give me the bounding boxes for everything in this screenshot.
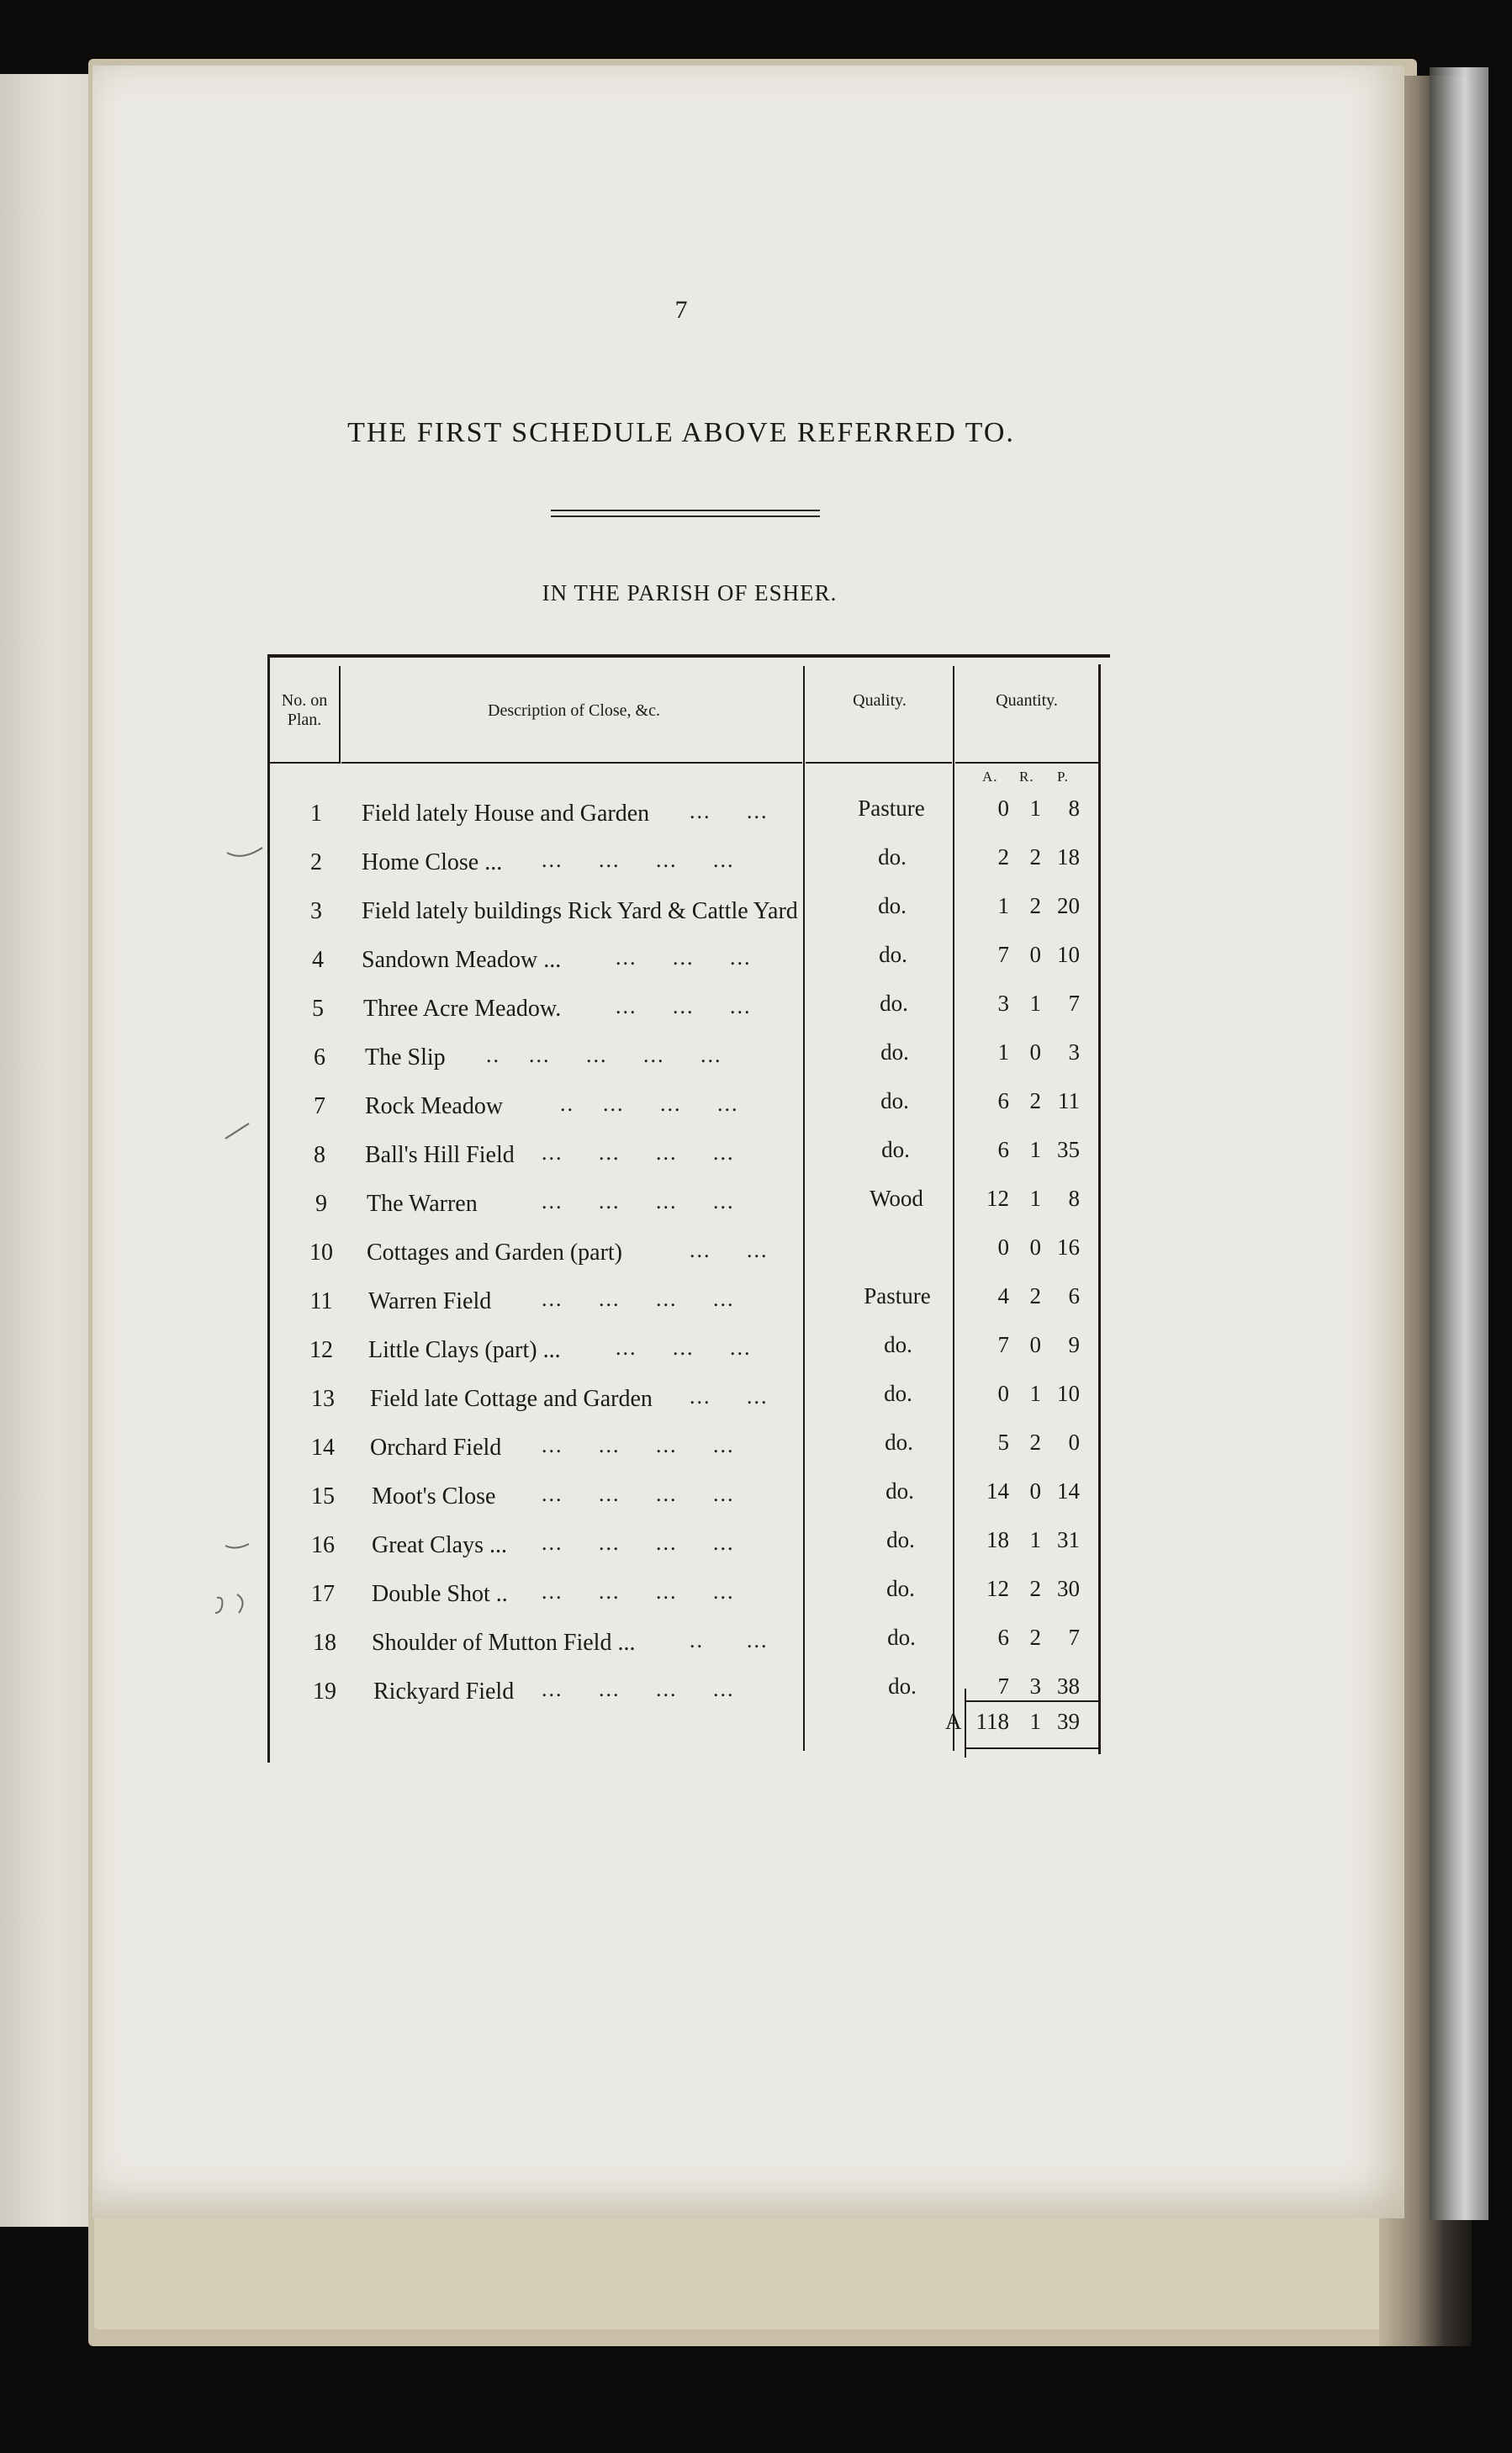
plan-number: 10 <box>309 1240 333 1266</box>
leader-dots: ... ... ... ... <box>542 848 735 872</box>
leader-dots: ... ... <box>690 1384 769 1409</box>
leader-dots: ... ... <box>690 799 769 823</box>
quality-value: do. <box>880 991 908 1016</box>
quantity-sum-rule <box>965 1700 1099 1702</box>
close-description: Home Close ... <box>362 849 503 875</box>
roods-value: 2 <box>1029 1576 1041 1601</box>
roods-value: 3 <box>1029 1673 1041 1699</box>
plan-number: 2 <box>310 849 322 875</box>
header-quantity: Quantity. <box>996 691 1058 710</box>
close-description: Sandown Meadow ... <box>362 947 562 973</box>
page-number: 7 <box>674 296 688 324</box>
leader-dots: .. ... <box>690 1628 769 1652</box>
acres-value: 5 <box>997 1430 1009 1455</box>
title-rule <box>551 515 820 517</box>
roods-value: 1 <box>1029 1186 1041 1211</box>
plan-number: 9 <box>315 1191 327 1217</box>
quality-value: do. <box>887 1625 916 1650</box>
close-description: Cottages and Garden (part) <box>367 1240 622 1266</box>
quality-value: do. <box>884 1332 912 1357</box>
plan-number: 14 <box>311 1435 335 1461</box>
plan-number: 13 <box>311 1386 335 1412</box>
acres-value: 18 <box>986 1527 1009 1552</box>
roods-value: 0 <box>1029 1478 1041 1504</box>
perches-value: 16 <box>1057 1234 1080 1260</box>
acres-value: 1 <box>997 893 1009 918</box>
quality-value: do. <box>886 1478 914 1504</box>
perches-value: 9 <box>1068 1332 1080 1357</box>
perches-value: 20 <box>1057 893 1080 918</box>
plan-number: 3 <box>310 898 322 924</box>
leader-dots: ... ... ... ... <box>542 1677 735 1701</box>
column-rule-description <box>803 666 805 1751</box>
roods-value: 0 <box>1029 942 1041 967</box>
roods-value: 2 <box>1029 893 1041 918</box>
header-quality: Quality. <box>853 691 907 710</box>
quality-value: do. <box>878 844 907 870</box>
plan-number: 7 <box>314 1093 325 1119</box>
close-description: The Slip <box>365 1044 446 1071</box>
plan-number: 15 <box>311 1483 335 1509</box>
perches-value: 6 <box>1068 1283 1080 1308</box>
acres-value: 6 <box>997 1625 1009 1650</box>
roods-value: 1 <box>1029 991 1041 1016</box>
close-description: Rickyard Field <box>373 1679 515 1705</box>
close-description: Orchard Field <box>370 1435 502 1461</box>
title-rule <box>551 510 820 511</box>
table-left-rule <box>267 658 270 1763</box>
leader-dots: ... ... ... ... <box>542 1433 735 1457</box>
close-description: Moot's Close <box>372 1483 496 1509</box>
header-description: Description of Close, &c. <box>488 701 660 720</box>
leader-dots: ... ... ... ... <box>542 1189 735 1213</box>
total-label: A <box>945 1709 962 1734</box>
close-description: Little Clays (part) ... <box>368 1337 561 1363</box>
perches-value: 8 <box>1068 1186 1080 1211</box>
perches-value: 38 <box>1057 1673 1080 1699</box>
leader-dots: ... ... ... ... <box>542 1140 735 1165</box>
roods-value: 2 <box>1029 1283 1041 1308</box>
perches-value: 10 <box>1057 1381 1080 1406</box>
unit-roods: R. <box>1019 769 1034 785</box>
perches-value: 35 <box>1057 1137 1080 1162</box>
close-description: Three Acre Meadow. <box>363 996 562 1022</box>
perches-value: 18 <box>1057 844 1080 870</box>
roods-value: 1 <box>1029 1381 1041 1406</box>
acres-value: 1 <box>997 1039 1009 1065</box>
table-right-rule <box>1098 664 1101 1754</box>
roods-value: 2 <box>1029 844 1041 870</box>
perches-value: 3 <box>1068 1039 1080 1065</box>
loose-sheets <box>1430 67 1488 2220</box>
acres-value: 12 <box>986 1576 1009 1601</box>
acres-value: 7 <box>997 1332 1009 1357</box>
total-acres: 118 <box>975 1709 1009 1734</box>
pencil-tick <box>225 841 267 866</box>
plan-number: 5 <box>312 996 324 1022</box>
quality-value: do. <box>885 1430 913 1455</box>
close-description: Shoulder of Mutton Field ... <box>372 1630 636 1656</box>
close-description: Great Clays ... <box>372 1532 507 1558</box>
roods-value: 2 <box>1029 1430 1041 1455</box>
leader-dots: ... ... ... ... <box>542 1579 735 1604</box>
plan-number: 11 <box>309 1288 333 1314</box>
leader-dots: ... ... ... ... <box>542 1482 735 1506</box>
leader-dots: ... ... ... <box>616 945 752 970</box>
acres-value: 3 <box>997 991 1009 1016</box>
close-description: The Warren <box>367 1191 478 1217</box>
quality-value: do. <box>880 1088 909 1113</box>
roods-value: 0 <box>1029 1234 1041 1260</box>
perches-value: 31 <box>1057 1527 1080 1552</box>
header-underline-quantity <box>955 762 1098 764</box>
close-description: Field lately House and Garden <box>362 801 650 827</box>
plan-number: 8 <box>314 1142 325 1168</box>
unit-acres: A. <box>982 769 998 785</box>
perches-value: 0 <box>1068 1430 1080 1455</box>
plan-number: 16 <box>311 1532 335 1558</box>
close-description: Field late Cottage and Garden <box>370 1386 653 1412</box>
acres-value: 2 <box>997 844 1009 870</box>
total-perches: 39 <box>1057 1709 1080 1734</box>
roods-value: 0 <box>1029 1039 1041 1065</box>
close-description: Ball's Hill Field <box>365 1142 515 1168</box>
quality-value: do. <box>888 1673 917 1699</box>
roods-value: 1 <box>1029 1527 1041 1552</box>
acres-value: 0 <box>997 796 1009 821</box>
perches-value: 8 <box>1068 796 1080 821</box>
acres-value: 4 <box>997 1283 1009 1308</box>
roods-value: 2 <box>1029 1088 1041 1113</box>
quality-value: do. <box>880 1039 909 1065</box>
acres-value: 12 <box>986 1186 1009 1211</box>
close-description: Warren Field <box>368 1288 492 1314</box>
quality-value: do. <box>884 1381 912 1406</box>
leader-dots: ... ... ... <box>616 994 752 1018</box>
quality-value: Pasture <box>858 796 925 821</box>
plan-number: 19 <box>313 1679 336 1705</box>
quality-value: do. <box>886 1576 915 1601</box>
perches-value: 10 <box>1057 942 1080 967</box>
roods-value: 1 <box>1029 796 1041 821</box>
pencil-tick <box>224 1537 257 1557</box>
table-top-rule <box>267 654 1110 658</box>
perches-value: 14 <box>1057 1478 1080 1504</box>
roods-value: 2 <box>1029 1625 1041 1650</box>
leader-dots: .. ... ... ... ... <box>486 1043 722 1067</box>
header-no-on-plan: No. on Plan. <box>281 691 328 729</box>
perches-value: 11 <box>1058 1088 1080 1113</box>
roods-value: 1 <box>1029 1137 1041 1162</box>
acres-value: 7 <box>997 1673 1009 1699</box>
quality-value: Pasture <box>864 1283 931 1308</box>
header-underline-no <box>269 762 340 764</box>
plan-number: 12 <box>309 1337 333 1363</box>
leader-dots: ... ... <box>690 1238 769 1262</box>
header-underline-quality <box>806 762 952 764</box>
acres-value: 0 <box>997 1234 1009 1260</box>
acres-value: 7 <box>997 942 1009 967</box>
plan-number: 6 <box>314 1044 325 1071</box>
quality-value: do. <box>878 893 907 918</box>
perches-value: 7 <box>1068 1625 1080 1650</box>
acres-value: 0 <box>997 1381 1009 1406</box>
leader-dots: ... ... ... <box>616 1335 752 1360</box>
close-description: Field lately buildings Rick Yard & Cattle Yard <box>362 898 798 924</box>
pencil-mark <box>212 1588 259 1621</box>
quality-value: Wood <box>870 1186 923 1211</box>
leader-dots: .. ... ... ... <box>560 1092 739 1116</box>
perches-value: 30 <box>1057 1576 1080 1601</box>
acres-value: 14 <box>986 1478 1009 1504</box>
roods-value: 0 <box>1029 1332 1041 1357</box>
quality-value: do. <box>879 942 907 967</box>
parish-heading: IN THE PARISH OF ESHER. <box>542 580 838 605</box>
perches-value: 7 <box>1068 991 1080 1016</box>
header-underline-description <box>341 762 802 764</box>
leader-dots: ... ... ... ... <box>542 1530 735 1555</box>
total-roods: 1 <box>1029 1709 1041 1734</box>
document-page <box>93 66 1404 2218</box>
quality-value: do. <box>881 1137 910 1162</box>
close-description: Double Shot .. <box>372 1581 508 1607</box>
close-description: Rock Meadow <box>365 1093 504 1119</box>
plan-number: 18 <box>313 1630 336 1656</box>
leader-dots: ... ... ... ... <box>542 1287 735 1311</box>
pencil-tick <box>224 1118 257 1144</box>
acres-value: 6 <box>997 1137 1009 1162</box>
plan-number: 17 <box>311 1581 335 1607</box>
quantity-total-bottom-rule <box>965 1747 1099 1749</box>
acres-value: 6 <box>997 1088 1009 1113</box>
column-rule-no <box>339 666 341 764</box>
plan-number: 1 <box>310 801 322 827</box>
page-stack-bottom <box>94 2203 1406 2329</box>
plan-number: 4 <box>312 947 324 973</box>
page-title: THE FIRST SCHEDULE ABOVE REFERRED TO. <box>347 417 1015 448</box>
quality-value: do. <box>886 1527 915 1552</box>
unit-perches: P. <box>1057 769 1069 785</box>
